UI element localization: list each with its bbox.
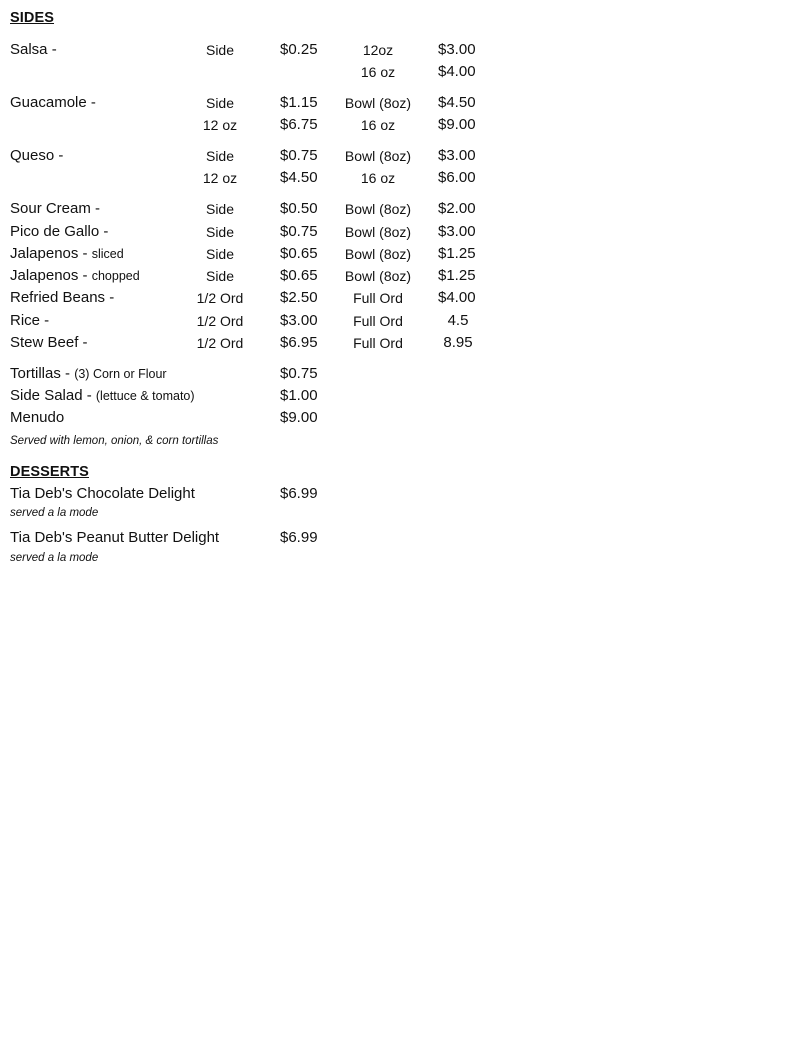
desserts-heading: DESSERTS [10,464,89,480]
peanut-butter-note: served a la mode [10,552,99,564]
menu-item-rice [0,310,795,332]
item-name: Tia Deb's Peanut Butter Delight [10,529,220,546]
item-name: Salsa - [10,41,57,58]
price: $4.00 [438,63,476,80]
item-name: Menudo [10,409,65,426]
price: $0.75 [280,147,318,164]
price: $3.00 [280,312,318,329]
price: $0.75 [280,223,318,240]
menu-item-jalapenos-sliced [0,243,795,265]
price: $1.25 [438,245,476,262]
size-label: Side [205,95,235,111]
price: $6.99 [280,529,318,546]
item-name: Pico de Gallo - [10,223,109,240]
size-label: 12 oz [202,170,238,186]
price: $9.00 [438,116,476,133]
menu-item-jalapenos-chopped [0,265,795,287]
menu-item-queso [0,145,795,167]
size-label: Full Ord [353,335,403,351]
item-qualifier: chopped [91,269,140,283]
sides-heading: SIDES [10,10,55,26]
price: 4.5 [447,312,469,329]
size-label: 1/2 Ord [196,313,244,329]
price: $0.65 [280,267,318,284]
size-label: Bowl (8oz) [344,95,412,111]
size-label: 16 oz [360,170,396,186]
size-label: Bowl (8oz) [344,201,412,217]
menu-item-chocolate-delight [0,483,795,505]
item-name: Sour Cream - [10,200,101,217]
price: $1.15 [280,94,318,111]
price: $9.00 [280,409,318,426]
price: $6.95 [280,334,318,351]
item-name: Guacamole - [10,94,96,111]
price: $2.50 [280,289,318,306]
price: $6.99 [280,485,318,502]
size-label: 12 oz [202,117,238,133]
size-label: Side [205,42,235,58]
item-qualifier: sliced [91,247,124,261]
price: $0.25 [280,41,318,58]
price: $2.00 [438,200,476,217]
item-name: Queso - [10,147,64,164]
price: $3.00 [438,147,476,164]
menu-item-side-salad [0,385,795,407]
item-name [10,243,124,265]
item-label: Tortillas - [10,365,75,382]
size-label: Side [205,201,235,217]
item-label: Side Salad - [10,387,96,404]
size-label: Side [205,246,235,262]
menu-item-guacamole-large [0,114,795,136]
price: $4.50 [438,94,476,111]
price: $4.00 [438,289,476,306]
item-name: Stew Beef - [10,334,88,351]
size-label: 16 oz [360,64,396,80]
price: $1.00 [280,387,318,404]
item-name: Refried Beans - [10,289,115,306]
menu-item-peanut-butter-delight [0,527,795,549]
menu-item-queso-large [0,167,795,189]
item-name: Rice - [10,312,50,329]
size-label: Full Ord [353,290,403,306]
item-name [10,363,167,385]
item-label: Jalapenos - [10,267,92,284]
item-label: Jalapenos - [10,245,92,262]
menu-item-salsa [0,39,795,61]
size-label: Bowl (8oz) [344,148,412,164]
menu-item-stew-beef [0,332,795,354]
item-qualifier: (lettuce & tomato) [95,389,195,403]
menu-item-tortillas [0,363,795,385]
price: $0.50 [280,200,318,217]
menu-item-pico-de-gallo [0,221,795,243]
price: $1.25 [438,267,476,284]
price: $6.00 [438,169,476,186]
menu-item-sour-cream [0,198,795,220]
price: $6.75 [280,116,318,133]
size-label: Bowl (8oz) [344,224,412,240]
menu-item-refried-beans [0,287,795,309]
item-name [10,385,195,407]
size-label: 1/2 Ord [196,335,244,351]
price: $0.75 [280,365,318,382]
size-label: Full Ord [353,313,403,329]
item-qualifier: (3) Corn or Flour [74,367,167,381]
item-name [10,265,140,287]
size-label: Side [205,224,235,240]
size-label: Side [205,268,235,284]
price: 8.95 [443,334,473,351]
size-label: Bowl (8oz) [344,268,412,284]
size-label: 1/2 Ord [196,290,244,306]
menu-item-salsa-large [0,61,795,83]
price: $0.65 [280,245,318,262]
menu-item-guacamole [0,92,795,114]
menu-item-menudo [0,407,795,429]
price: $4.50 [280,169,318,186]
size-label: 16 oz [360,117,396,133]
menudo-note: Served with lemon, onion, & corn tortillas [10,435,219,447]
price: $3.00 [438,223,476,240]
price: $3.00 [438,41,476,58]
item-name: Tia Deb's Chocolate Delight [10,485,195,502]
size-label: 12oz [362,42,394,58]
size-label: Side [205,148,235,164]
chocolate-note: served a la mode [10,507,99,519]
size-label: Bowl (8oz) [344,246,412,262]
